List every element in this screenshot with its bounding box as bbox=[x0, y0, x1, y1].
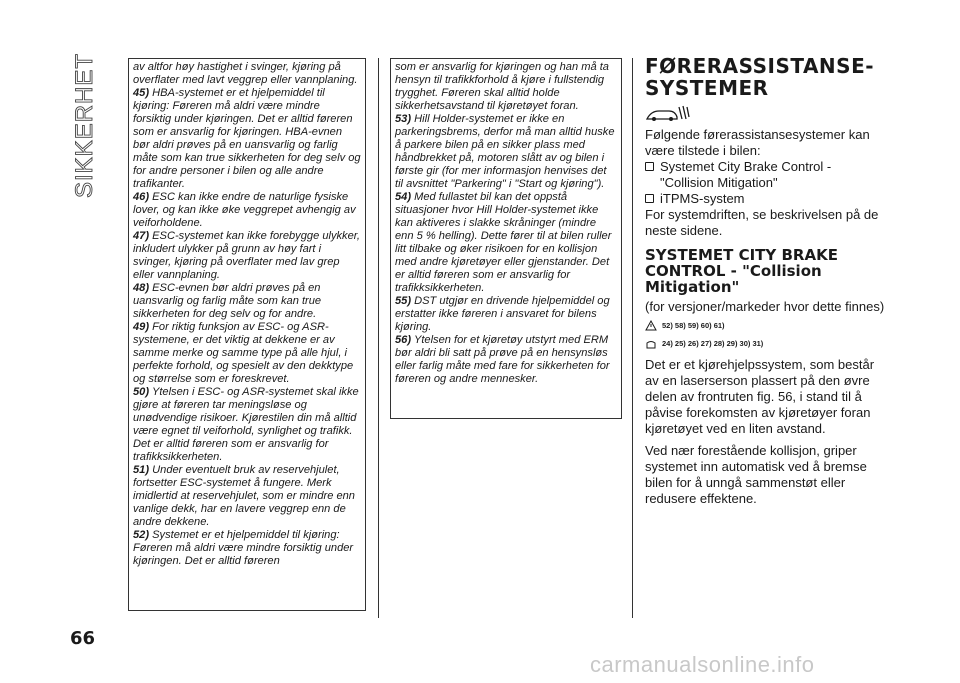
warning-references: 52) 58) 59) 60) 61) bbox=[645, 317, 885, 333]
checkbox-square-icon bbox=[645, 194, 654, 203]
warning-item bbox=[133, 386, 361, 464]
warning-text: Hill Holder-systemet er ikke en parkeringsbrems, derfor må man alltid huske å parkere bilen på en sikker plass med håndbrekket på, motoren slått av og bilen i første gir (for mer informasjon henvises det til avsnittet "Parkering" i "Start og kjøring"). bbox=[395, 113, 615, 190]
warning-number: 48) bbox=[133, 282, 150, 294]
warning-text: Ytelsen for et kjøretøy utstyrt med ERM bør aldri bli satt på prøve på en hensynsløs eller farlig måte med fare for sikkerheten for føreren og andre mennesker. bbox=[395, 334, 610, 385]
warning-item bbox=[133, 464, 361, 529]
warning-number: 56) bbox=[395, 334, 412, 346]
page-number: 66 bbox=[70, 628, 96, 649]
warning-item bbox=[133, 230, 361, 282]
warning-number: 47) bbox=[133, 230, 150, 242]
section-heading: FØRERASSISTANSE-SYSTEMER bbox=[645, 54, 875, 100]
vehicle-assist-icon bbox=[645, 103, 691, 123]
warning-text: DST utgjør en drivende hjelpemiddel og erstatter ikke føreren i ansvaret for bilens kjøring. bbox=[395, 295, 610, 333]
warning-number: 52) bbox=[133, 529, 150, 541]
warning-text: Med fullastet bil kan det oppstå situasjoner hvor Hill Holder-systemet ikke kan aktiveres i slakke skråninger (mindre enn 5 % helling). Dette fører til at bilen ruller litt tilbake og øker risikoen for en kollisjon med andre kjøretøyer eller gjenstander. Det er alltid føreren som er ansvarlig for trafikksikkerheten. bbox=[395, 191, 612, 294]
section-label-text: SIKKERHET bbox=[71, 52, 98, 198]
warning-number: 54) bbox=[395, 191, 412, 203]
column-divider bbox=[632, 58, 633, 618]
warning-text: HBA-systemet er et hjelpemiddel til kjøring: Føreren må aldri være mindre forsiktig under kjøringen. Det er alltid føreren som er ansvarlig for kjøringen. HBA-evnen bør aldri prøves på en uansvarlig og farlig måte som kan true sikkerheten for deg selv og for andre personer i bilen og alle andre trafikanter. bbox=[133, 87, 361, 190]
intro-text: Følgende førerassistansesystemer kan være tilstede i bilen: bbox=[645, 127, 870, 158]
warnings-box-left bbox=[128, 58, 366, 611]
warning-number: 46) bbox=[133, 191, 150, 203]
warning-item bbox=[133, 87, 361, 191]
caution-references: 24) 25) 26) 27) 28) 29) 30) 31) bbox=[645, 335, 885, 351]
warning-number: 55) bbox=[395, 295, 412, 307]
versions-note: (for versjoner/markeder hvor dette finnes) bbox=[645, 299, 885, 314]
description-paragraph: Ved nær forestående kollisjon, griper systemet inn automatisk ved å bremse bilen for å unngå sammenstøt eller redusere effektene. bbox=[645, 443, 867, 506]
warning-text: Systemet er et hjelpemiddel til kjøring: Føreren må aldri være mindre forsiktig under kjøringen. Det er alltid føreren bbox=[133, 529, 354, 567]
warning-item bbox=[133, 321, 361, 386]
caution-hand-icon bbox=[645, 338, 657, 349]
list-item: iTPMS-system bbox=[645, 191, 885, 207]
warning-triangle-icon bbox=[645, 320, 657, 331]
warning-text: som er ansvarlig for kjøringen og han må ta hensyn til trafikkforhold å kjøre i fullstendig trygghet. Føreren skal alltid holde sikkerhetsavstand til kjøretøyet foran. bbox=[395, 61, 609, 112]
warning-text: Ytelsen i ESC- og ASR-systemet skal ikke gjøre at føreren tar meningsløse og unødvendige risikoer. Kjørestilen din må alltid være egnet til veiforhold, synlighet og trafikk. Det er alltid føreren som er ansvarlig for trafikksikkerheten. bbox=[133, 386, 359, 463]
warnings-box-middle bbox=[390, 58, 622, 419]
right-column bbox=[645, 55, 885, 507]
warning-item bbox=[395, 191, 617, 295]
warning-number: 51) bbox=[133, 464, 150, 476]
section-label bbox=[62, 50, 102, 200]
warning-text: For riktig funksjon av ESC- og ASR-systemene, er det viktig at dekkene er av samme merke og samme type på alle hjul, i perfekte forhold, og spesielt av den dekktype og størrelse som er foreskrevet. bbox=[133, 321, 354, 385]
warning-item bbox=[133, 191, 361, 230]
description-paragraph: Det er et kjørehjelpssystem, som består av en laserserson plassert på den øvre delen av frontruten fig. 56, i stand til å påvise forekomsten av kjøretøyer foran kjøretøyet ved en liten avstand. bbox=[645, 357, 875, 436]
warning-item bbox=[395, 295, 617, 334]
warning-text: ESC kan ikke endre de naturlige fysiske lover, og kan ikke øke veggrepet avhengig av veiforholdene. bbox=[133, 191, 356, 229]
warning-item bbox=[133, 282, 361, 321]
warning-number: 53) bbox=[395, 113, 412, 125]
watermark-text: carmanualsonline.info bbox=[590, 652, 815, 677]
warning-text: Under eventuelt bruk av reservehjulet, fortsetter ESC-systemet å fungere. Merk imidlertid at reservehjulet, som er mindre enn vanlige dekk, har en lavere veggrep enn de andre dekkene. bbox=[133, 464, 355, 528]
warning-item bbox=[133, 61, 361, 87]
after-list-text: For systemdriften, se beskrivelsen på de neste sidene. bbox=[645, 207, 879, 238]
warning-item bbox=[395, 113, 617, 191]
warning-text: av altfor høy hastighet i svinger, kjøring på overflater med lavt veggrep eller vannplaning. bbox=[133, 61, 358, 86]
warning-item bbox=[395, 61, 617, 113]
warning-text: ESC-systemet kan ikke forebygge ulykker, inkludert ulykker på grunn av høy fart i svinger, kjøring på overflater med lav grep eller vannplaning. bbox=[133, 230, 360, 281]
list-item: Systemet City Brake Control - "Collision Mitigation" bbox=[645, 159, 885, 191]
warning-item bbox=[395, 334, 617, 386]
warning-number: 50) bbox=[133, 386, 150, 398]
warning-number: 45) bbox=[133, 87, 150, 99]
subheading: SYSTEMET CITY BRAKE CONTROL - "Collision Mitigation" bbox=[645, 246, 838, 296]
checkbox-square-icon bbox=[645, 162, 654, 171]
column-divider bbox=[378, 58, 379, 618]
icon-row bbox=[645, 103, 885, 123]
warning-text: ESC-evnen bør aldri prøves på en uansvarlig og farlig måte som kan true sikkerheten for deg selv og for andre. bbox=[133, 282, 322, 320]
warning-item bbox=[133, 529, 361, 568]
warning-number: 49) bbox=[133, 321, 150, 333]
